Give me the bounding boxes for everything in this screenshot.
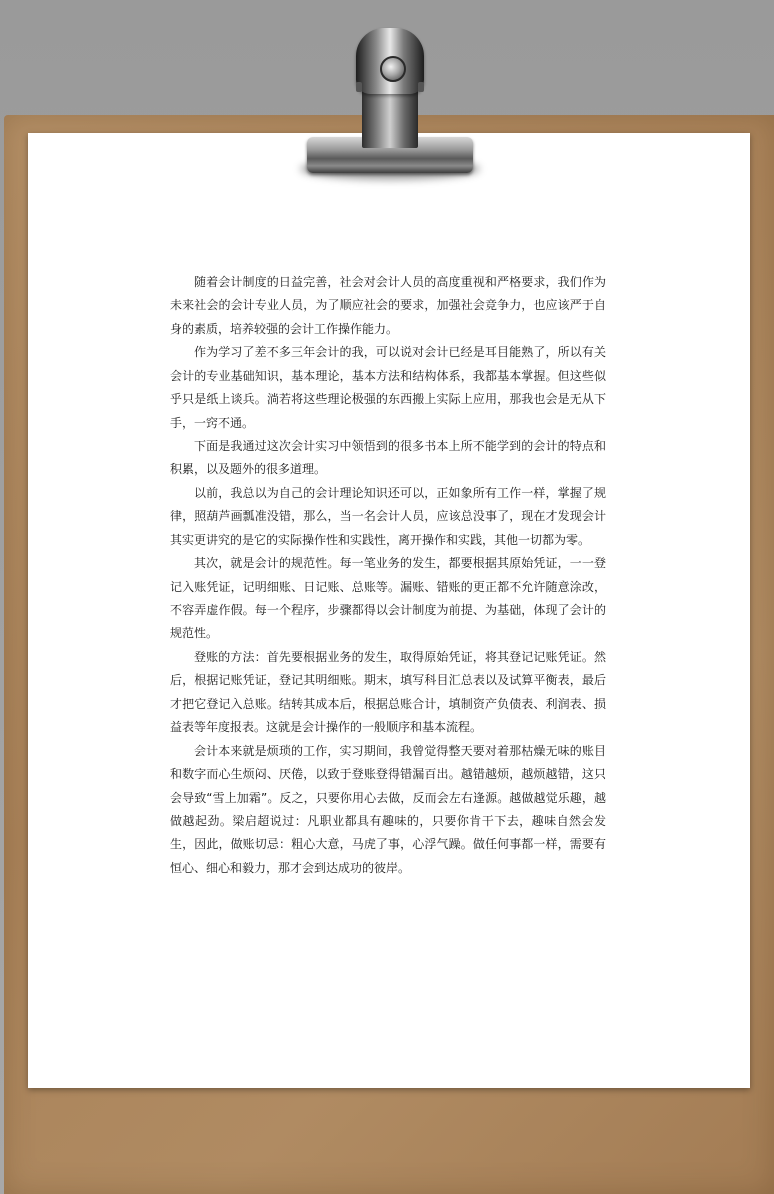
paragraph-3: 下面是我通过这次会计实习中领悟到的很多书本上所不能学到的会计的特点和积累，以及题外的很多道理。 — [170, 439, 606, 477]
paragraph-6: 登账的方法：首先要根据业务的发生，取得原始凭证，将其登记记账凭证。然后，根据记账凭证，登记其明细账。期末，填写科目汇总表以及试算平衡表，最后才把它登记入总账。结转其成本后，根据总账合计，填制资产负债表、利润表、损益表等年度报表。这就是会计操作的一般顺序和基本流程。 — [170, 649, 606, 735]
paragraph-4: 以前，我总以为自己的会计理论知识还可以，正如象所有工作一样，掌握了规律，照葫芦画瓢准没错，那么，当一名会计人员，应该总没事了，现在才发现会计其实更讲究的是它的实际操作性和实践性，离开操作和实践，其他一切都为零。 — [170, 485, 606, 547]
paragraph-1: 随着会计制度的日益完善，社会对会计人员的高度重视和严格要求，我们作为未来社会的会计专业人员，为了顺应社会的要求，加强社会竞争力，也应该严于自身的素质，培养较强的会计工作操作能力。 — [170, 275, 606, 336]
paragraph-5: 其次，就是会计的规范性。每一笔业务的发生，都要根据其原始凭证，一一登记入账凭证，记明细账、日记账、总账等。漏账、错账的更正都不允许随意涂改，不容弄虚作假。每一个程序，步骤都得以会计制度为前提、为基础，体现了会计的规范性。 — [170, 556, 606, 641]
clip-hinge-left — [356, 82, 362, 92]
clip-rivet — [380, 56, 406, 82]
paragraph-7: 会计本来就是烦琐的工作，实习期间，我曾觉得整天要对着那枯燥无味的账目和数字而心生烦闷、厌倦，以致于登账登得错漏百出。越错越烦，越烦越错，这只会导致“雪上加霜”。反之，只要你用心去做，反而会左右逢源。越做越觉乐趣，越做越起劲。梁启超说过：凡职业都具有趣味的，只要你肯干下去，趣味自然会发生，因此，做账切忌：粗心大意，马虎了事，心浮气躁。做任何事都一样，需要有恒心、细心和毅力，那才会到达成功的彼岸。 — [170, 743, 606, 875]
document-body — [170, 271, 606, 880]
paragraph-2: 作为学习了差不多三年会计的我，可以说对会计已经是耳目能熟了，所以有关会计的专业基础知识，基本理论，基本方法和结构体系，我都基本掌握。但这些似乎只是纸上谈兵。淌若将这些理论极强的东西搬上实际上应用，那我也会是无从下手，一窍不通。 — [170, 345, 606, 430]
clip-hinge-right — [418, 82, 424, 92]
